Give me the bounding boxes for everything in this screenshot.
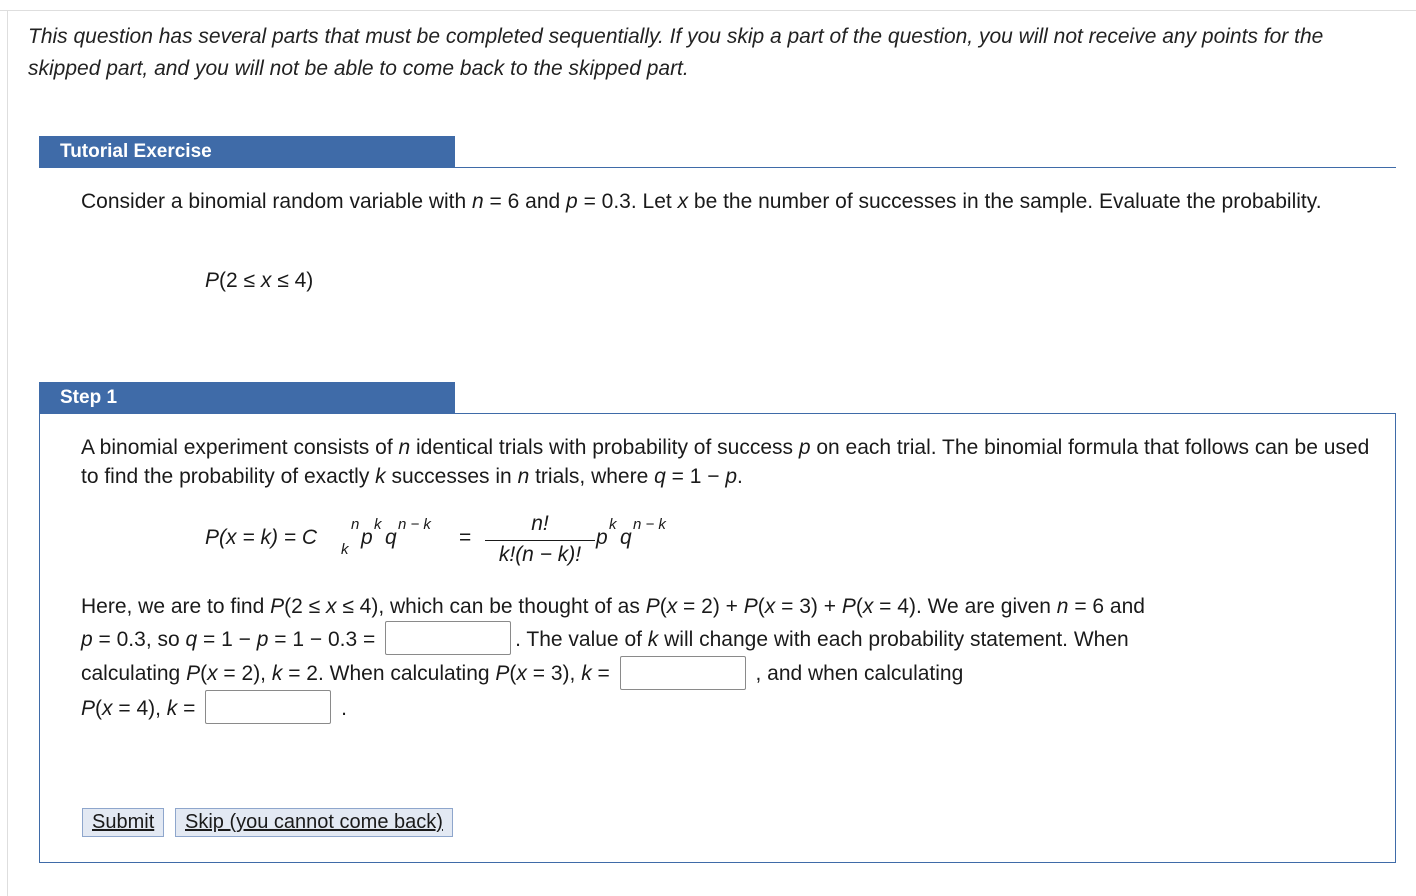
q-value-input[interactable] [385,621,511,655]
left-divider [7,10,8,896]
step1-intro: A binomial experiment consists of n identical trials with probability of success p on each trial. The binomial formula that follows can be used to find the probability of exactly k successes in n trials, where q = 1 − p. [81,436,1370,488]
formula-q: q [385,526,397,549]
formula-lhs: P(x = k) = C [205,526,318,549]
formula-rhs-k-exponent: k [609,516,617,533]
k-for-x4-input[interactable] [205,690,331,724]
formula-nk-exponent: n − k [398,516,431,533]
formula-n-superscript: n [351,516,360,533]
body-line-4: P(x = 4), k = . [81,692,1371,726]
tutorial-header: Tutorial Exercise [39,136,455,168]
formula-k-exponent: k [374,516,382,533]
formula-equals: = [459,526,472,549]
formula-k-subscript: k [341,541,349,558]
tutorial-header-rule [39,167,1396,168]
k-for-x3-input[interactable] [620,656,746,690]
target-probability: P(2 ≤ x ≤ 4) [205,269,314,292]
formula-fraction-bar [485,540,595,541]
top-divider [0,10,1416,11]
problem-statement: Consider a binomial random variable with n = 6 and p = 0.3. Let x be the number of successes in the sample. Evaluate the probability. [81,190,1322,213]
formula-numerator: n! [531,512,549,535]
formula-rhs-nk-exponent: n − k [633,516,666,533]
step1-body [81,590,1371,726]
body-line-3: calculating P(x = 2), k = 2. When calculating P(x = 3), k = , and when calculating [81,657,1371,691]
body-line-2: p = 0.3, so q = 1 − p = 1 − 0.3 = . The value of k will change with each probability statement. When [81,623,1371,657]
step1-header: Step 1 [39,382,455,414]
formula-denominator: k!(n − k)! [498,543,582,566]
formula-rhs-q: q [620,526,632,549]
skip-button[interactable]: Skip (you cannot come back) [175,808,453,837]
body-line-1: Here, we are to find P(2 ≤ x ≤ 4), which can be thought of as P(x = 2) + P(x = 3) + P(x = 4). We are given n = 6 and [81,595,1145,618]
submit-button[interactable]: Submit [82,808,164,837]
instructions-text: This question has several parts that must be completed sequentially. If you skip a part of the question, you will not receive any points for the skipped part, and you will not be able to come back to the skipped part. [28,25,1324,80]
formula-p: p [361,526,373,549]
formula-rhs-p: p [596,526,608,549]
